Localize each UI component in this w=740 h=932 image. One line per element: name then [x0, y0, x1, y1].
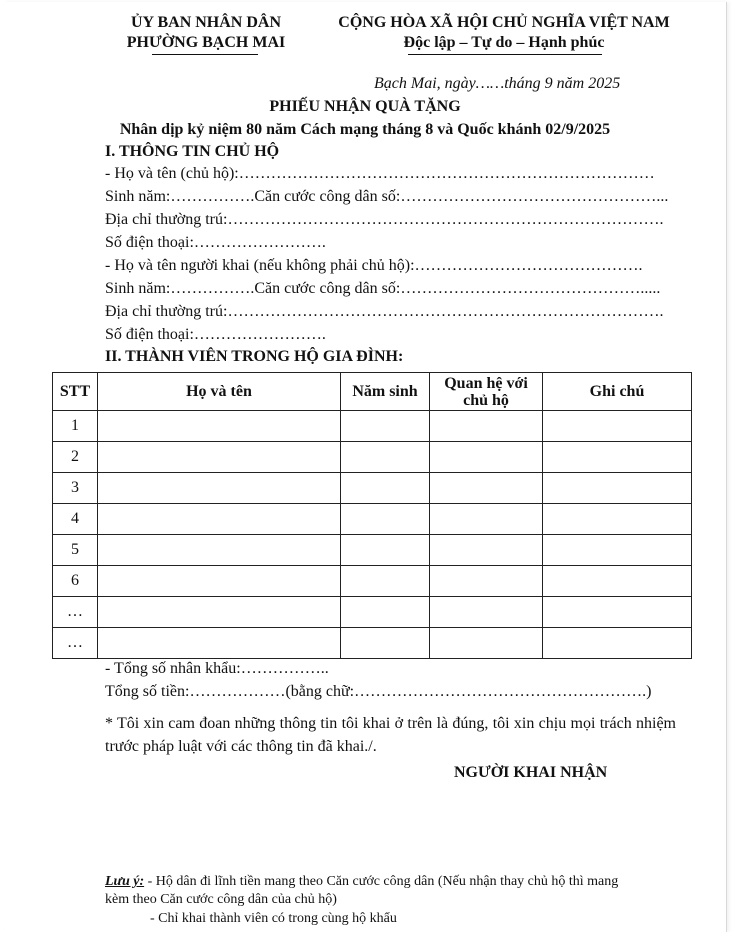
row-number: 6 — [53, 566, 98, 597]
note-cell[interactable] — [543, 473, 692, 504]
committee-name: ỦY BAN NHÂN DÂN — [130, 14, 282, 31]
name-cell[interactable] — [98, 442, 341, 473]
relationship-cell[interactable] — [430, 442, 543, 473]
row-number: 3 — [53, 473, 98, 504]
note-line-2: kèm theo Căn cước công dân của chủ hộ) — [105, 892, 337, 907]
note-text-1: - Hộ dân đi lĩnh tiền mang theo Căn cước công dân (Nếu nhận thay chủ hộ thì mang — [144, 874, 619, 889]
column-header-note: Ghi chú — [543, 373, 692, 411]
name-cell[interactable] — [98, 535, 341, 566]
section2-heading: II. THÀNH VIÊN TRONG HỘ GIA ĐÌNH: — [105, 348, 404, 365]
relationship-cell[interactable] — [430, 597, 543, 628]
column-header-relationship: Quan hệ với chủ hộ — [430, 373, 543, 411]
owner-phone-field[interactable]: Số điện thoại:……………………. — [105, 234, 326, 251]
national-title: CỘNG HÒA XÃ HỘI CHỦ NGHĨA VIỆT NAM — [338, 14, 670, 31]
note-cell[interactable] — [543, 628, 692, 659]
table-row — [53, 597, 692, 628]
note-label: Lưu ý: — [105, 874, 145, 889]
owner-name-field[interactable]: - Họ và tên (chủ hộ):…………………………………………………………………… — [105, 165, 655, 182]
birth-year-cell[interactable] — [341, 411, 430, 442]
relationship-cell[interactable] — [430, 566, 543, 597]
row-number: 2 — [53, 442, 98, 473]
name-cell[interactable] — [98, 473, 341, 504]
signature-label: NGƯỜI KHAI NHẬN — [454, 764, 608, 781]
table-row — [53, 411, 692, 442]
column-header-stt: STT — [53, 373, 98, 411]
table-row — [53, 566, 692, 597]
column-header-name: Họ và tên — [98, 373, 341, 411]
relationship-cell[interactable] — [430, 628, 543, 659]
table-header-row — [53, 373, 692, 411]
row-number: 5 — [53, 535, 98, 566]
total-money-field[interactable]: Tổng số tiền:………………(bằng chữ:……………………………………………….) — [105, 683, 652, 700]
section1-heading: I. THÔNG TIN CHỦ HỘ — [105, 143, 280, 160]
form-title: PHIẾU NHẬN QUÀ TẶNG — [269, 98, 461, 115]
form-subtitle: Nhân dịp kỷ niệm 80 năm Cách mạng tháng 8 và Quốc khánh 02/9/2025 — [119, 121, 611, 138]
note-cell[interactable] — [543, 442, 692, 473]
birth-year-cell[interactable] — [341, 566, 430, 597]
table-row — [53, 473, 692, 504]
declarant-phone-field[interactable]: Số điện thoại:……………………. — [105, 326, 326, 343]
note-cell[interactable] — [543, 504, 692, 535]
ward-name: PHƯỜNG BẠCH MAI — [126, 34, 286, 51]
owner-birth-id-field[interactable]: Sinh năm:…………….Căn cước công dân số:…………………………………………... — [105, 188, 669, 205]
birth-year-cell[interactable] — [341, 442, 430, 473]
note-cell[interactable] — [543, 411, 692, 442]
note-line-3: - Chỉ khai thành viên có trong cùng hộ khẩu — [150, 911, 397, 926]
declarant-name-field[interactable]: - Họ và tên người khai (nếu không phải chủ hộ):……………………………………. — [105, 257, 643, 274]
owner-address-field[interactable]: Địa chỉ thường trú:………………………………………………………………………. — [105, 211, 664, 228]
row-number: … — [53, 628, 98, 659]
commitment-statement: * Tôi xin cam đoan những thông tin tôi khai ở trên là đúng, tôi xin chịu mọi trách nhiệm trước pháp luật với các thông tin đã khai./. — [105, 715, 676, 755]
name-cell[interactable] — [98, 628, 341, 659]
relationship-cell[interactable] — [430, 473, 543, 504]
name-cell[interactable] — [98, 566, 341, 597]
declarant-birth-id-field[interactable]: Sinh năm:…………….Căn cước công dân số:………………………………………..... — [105, 280, 661, 297]
birth-year-cell[interactable] — [341, 473, 430, 504]
birth-year-cell[interactable] — [341, 504, 430, 535]
members-table — [52, 372, 692, 659]
note-cell[interactable] — [543, 566, 692, 597]
declarant-address-field[interactable]: Địa chỉ thường trú:………………………………………………………………………. — [105, 303, 664, 320]
row-number: 4 — [53, 504, 98, 535]
date-line: Bạch Mai, ngày……tháng 9 năm 2025 — [374, 75, 621, 92]
ward-underline — [152, 54, 258, 55]
table-row — [53, 535, 692, 566]
name-cell[interactable] — [98, 504, 341, 535]
row-number: … — [53, 597, 98, 628]
household-count-field[interactable]: - Tổng số nhân khẩu:…………….. — [105, 660, 329, 677]
relationship-cell[interactable] — [430, 411, 543, 442]
motto-underline — [408, 54, 602, 55]
table-row — [53, 504, 692, 535]
note-line-1 — [105, 874, 618, 890]
birth-year-cell[interactable] — [341, 628, 430, 659]
relationship-cell[interactable] — [430, 504, 543, 535]
note-cell[interactable] — [543, 597, 692, 628]
relationship-cell[interactable] — [430, 535, 543, 566]
name-cell[interactable] — [98, 411, 341, 442]
name-cell[interactable] — [98, 597, 341, 628]
note-cell[interactable] — [543, 535, 692, 566]
birth-year-cell[interactable] — [341, 535, 430, 566]
form-page — [4, 2, 727, 932]
national-motto: Độc lập – Tự do – Hạnh phúc — [403, 34, 605, 51]
table-row — [53, 628, 692, 659]
table-row — [53, 442, 692, 473]
birth-year-cell[interactable] — [341, 597, 430, 628]
column-header-birth-year: Năm sinh — [341, 373, 430, 411]
row-number: 1 — [53, 411, 98, 442]
